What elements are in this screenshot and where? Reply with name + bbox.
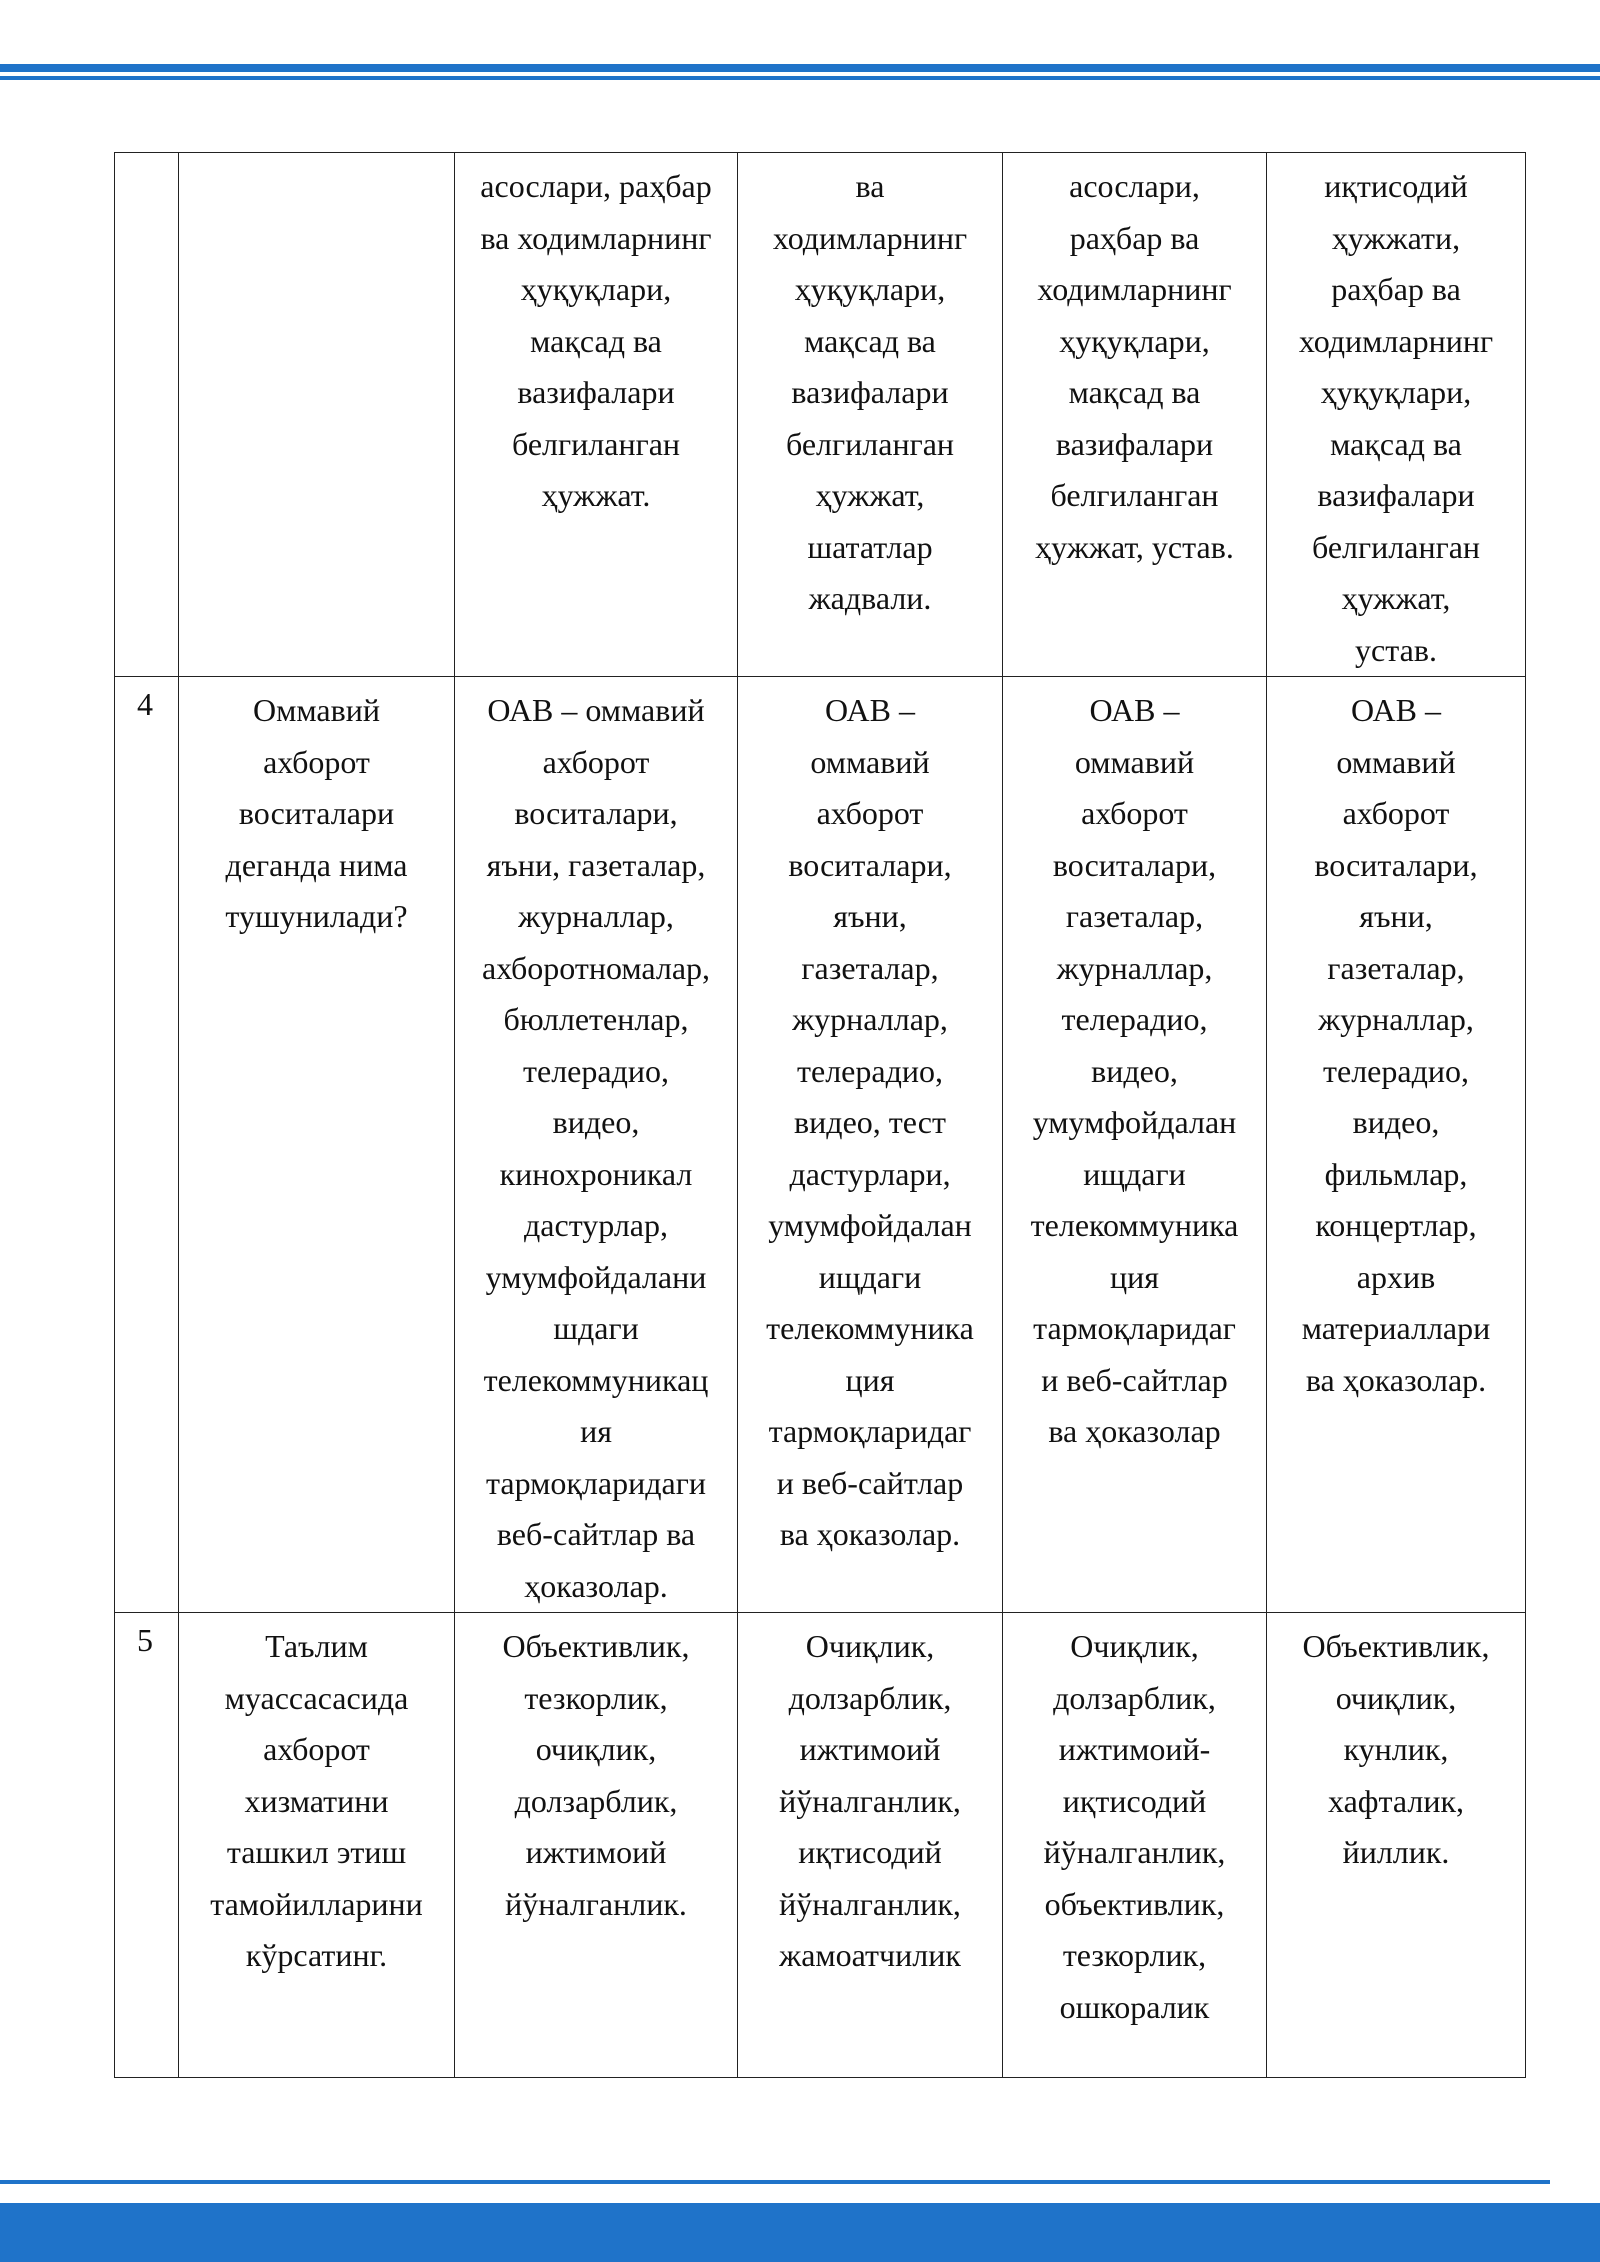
table-row xyxy=(115,677,1526,1613)
answer-text: асослари, раҳбар ва ходимларнинг ҳуқуқлари, мақсад ва вазифалари белгиланган ҳужжат, устав. xyxy=(1035,168,1234,565)
footer-band xyxy=(0,2203,1600,2262)
answer-cell xyxy=(738,677,1003,1613)
answer-cell xyxy=(1003,153,1267,677)
answer-text: ва ходимларнинг ҳуқуқлари, мақсад ва вазифалари белгиланган ҳужжат, шататлар жадвали. xyxy=(772,168,968,616)
answer-text: ОАВ – оммавий ахборот воситалари, яъни, газеталар, журналлар, телерадио, видео, фильмлар, концертлар, архив материаллари ва ҳоказолар. xyxy=(1301,692,1491,1398)
row-number xyxy=(115,677,179,1613)
answer-text: Очиқлик, долзарблик, ижтимоий- иқтисодий йўналганлик, объективлик, тезкорлик, ошкоралик xyxy=(1043,1628,1226,2025)
answer-cell xyxy=(1003,677,1267,1613)
header-rule-thick xyxy=(0,64,1600,72)
footer-rule-thin xyxy=(0,2180,1550,2184)
row-number xyxy=(115,153,179,677)
answer-cell xyxy=(1267,153,1526,677)
answer-cell xyxy=(1267,677,1526,1613)
answer-cell xyxy=(1267,1613,1526,2078)
answer-text: ОАВ – оммавий ахборот воситалари, газеталар, журналлар, телерадио, видео, умумфойдалан ищдаги телекоммуника ция тармоқларидаг и веб-сайтлар ва ҳоказолар xyxy=(1030,692,1239,1449)
answer-cell xyxy=(455,153,738,677)
answer-text: ОАВ – оммавий ахборот воситалари, яъни, газеталар, журналлар, телерадио, видео, тест дастурлари, умумфойдалан ищдаги телекоммуника ция тармоқларидаг и веб-сайтлар ва ҳоказолар. xyxy=(766,692,974,1552)
answer-cell xyxy=(455,677,738,1613)
table-row xyxy=(115,153,1526,677)
answer-text: ОАВ – оммавий ахборот воситалари, яъни, газеталар, журналлар, ахборотномалар, бюллетенлар, телерадио, видео, кинохроникал дастурлар, умумфойдалани шдаги телекоммуникац ия тармоқларидаги веб-сайтлар ва ҳоказолар. xyxy=(481,692,711,1604)
question-cell xyxy=(179,677,455,1613)
question-cell xyxy=(179,153,455,677)
answer-cell xyxy=(738,1613,1003,2078)
answer-cell xyxy=(1003,1613,1267,2078)
question-cell xyxy=(179,1613,455,2078)
answer-cell xyxy=(455,1613,738,2078)
answer-text: иқтисодий ҳужжати, раҳбар ва ходимларнинг ҳуқуқлари, мақсад ва вазифалари белгиланган ҳужжат, устав. xyxy=(1298,168,1494,668)
answer-text: Очиқлик, долзарблик, ижтимоий йўналганлик, иқтисодий йўналганлик, жамоатчилик xyxy=(779,1628,961,1973)
table-row xyxy=(115,1613,1526,2078)
row-number xyxy=(115,1613,179,2078)
answer-text: Объективлик, очиқлик, кунлик, хафталик, йиллик. xyxy=(1302,1628,1490,1870)
question-text: Оммавий ахборот воситалари деганда нима тушунилади? xyxy=(225,692,408,934)
row-number-text: 5 xyxy=(137,1622,153,1658)
answer-cell xyxy=(738,153,1003,677)
quiz-answer-table xyxy=(114,152,1526,2078)
answer-text: асослари, раҳбар ва ходимларнинг ҳуқуқлари, мақсад ва вазифалари белгиланган ҳужжат. xyxy=(480,168,712,513)
header-rule-thin xyxy=(0,76,1600,80)
row-number-text: 4 xyxy=(137,686,153,722)
question-text: Таълим муассасасида ахборот хизматини ташкил этиш тамойилларини кўрсатинг. xyxy=(210,1628,423,1973)
answer-text: Объективлик, тезкорлик, очиқлик, долзарблик, ижтимоий йўналганлик. xyxy=(502,1628,690,1922)
